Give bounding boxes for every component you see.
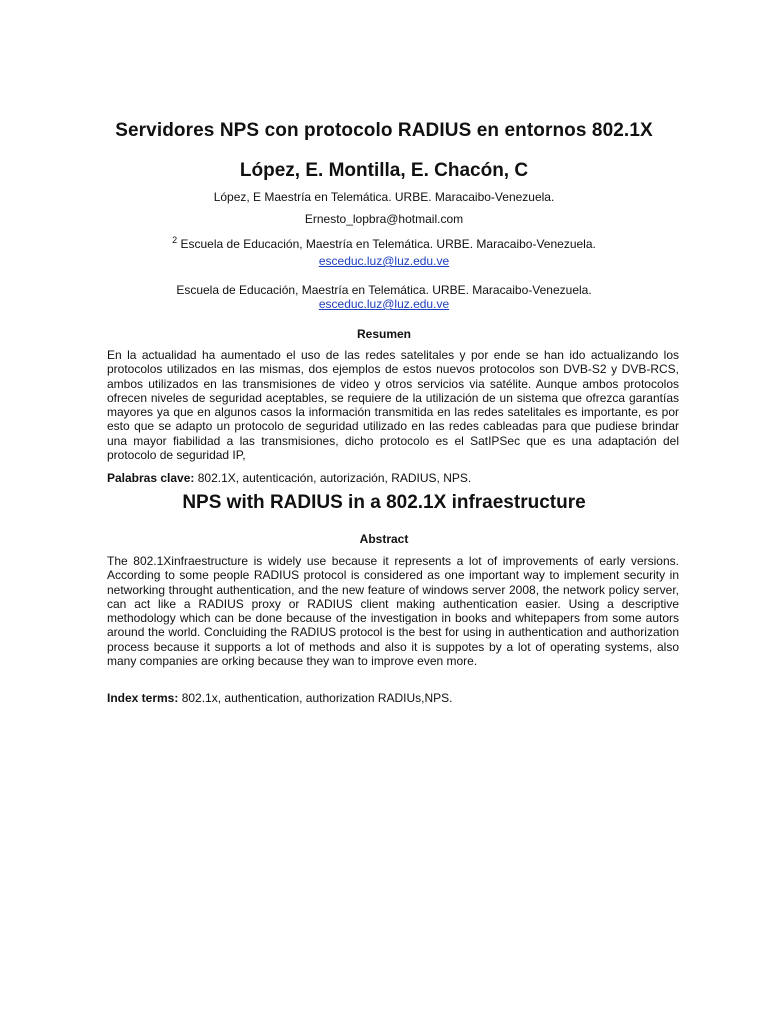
email-1: Ernesto_lopbra@hotmail.com [304,212,464,226]
affiliation-2-text: Escuela de Educación, Maestría en Telemática. URBE. Maracaibo-Venezuela. [180,237,596,251]
affiliation-2 [40,237,728,252]
abstract-paragraph: The 802.1Xinfraestructure is widely use because it represents a lot of improvements of early versions. According to some people RADIUS protocol is considered as one important way to implement security in networking throught authentication, and the new feature of windows server 2008, the network policy server, can act like a RADIUS proxy or RADIUS client making authentication easier. Using a descriptive methodology which can be done because of the investigation in books and whitepapers from some autors around the world. Concluiding the RADIUS protocol is the best for using in authentication and authorization process because it supports a lot of methods and also it is suppotes by a lot of operating systems, also many companies are orking because they wan to improve even more. [107,554,679,669]
author-list: López, E. Montilla, E. Chacón, C [239,160,529,181]
abstract-heading: Abstract [359,532,409,546]
affiliation-1: López, E Maestría en Telemática. URBE. Maracaibo-Venezuela. [213,190,555,204]
email-2-line [40,254,728,269]
index-terms [107,691,679,706]
email-2-link[interactable]: esceduc.luz@luz.edu.ve [318,254,450,268]
email-3-line [40,297,728,312]
palabras-clave-text: 802.1X, autenticación, autorización, RADIUS, NPS. [194,471,472,485]
index-terms-text: 802.1x, authentication, authorization RADIUs,NPS. [178,691,453,705]
english-title: NPS with RADIUS in a 802.1X infraestructure [182,492,586,513]
resumen-heading: Resumen [356,327,412,341]
paper-title: Servidores NPS con protocolo RADIUS en entornos 802.1X [115,120,653,141]
index-terms-label: Index terms: [107,691,179,705]
resumen-paragraph: En la actualidad ha aumentado el uso de las redes satelitales y por ende se han ido actualizando los protocolos utilizados en las mismas, dos ejemplos de estos nuevos protocolos son DVB-S2 y DVB-RCS, ambos utilizados en las transmisiones de video y otros servicios via satélite. Aunque ambos protocolos ofrecen niveles de seguridad aceptables, se requiere de la utilización de un sistema que ofrezca garantías mayores ya que en algunos casos la información transmitida en las redes satelitales es importante, es por esto que se adapto un protocolo de seguridad utilizado en las redes cableadas para que pudiese brindar una mayor fiabilidad a las transmisiones, dicho protocolo es el SatIPSec que es una adaptación del protocolo de seguridad IP, [107,348,679,463]
palabras-clave-label: Palabras clave: [107,471,195,485]
palabras-clave [107,471,679,486]
affiliation-3: Escuela de Educación, Maestría en Telemática. URBE. Maracaibo-Venezuela. [176,283,592,297]
email-3-link[interactable]: esceduc.luz@luz.edu.ve [318,297,450,311]
affiliation-2-superscript: 2 [172,235,178,245]
